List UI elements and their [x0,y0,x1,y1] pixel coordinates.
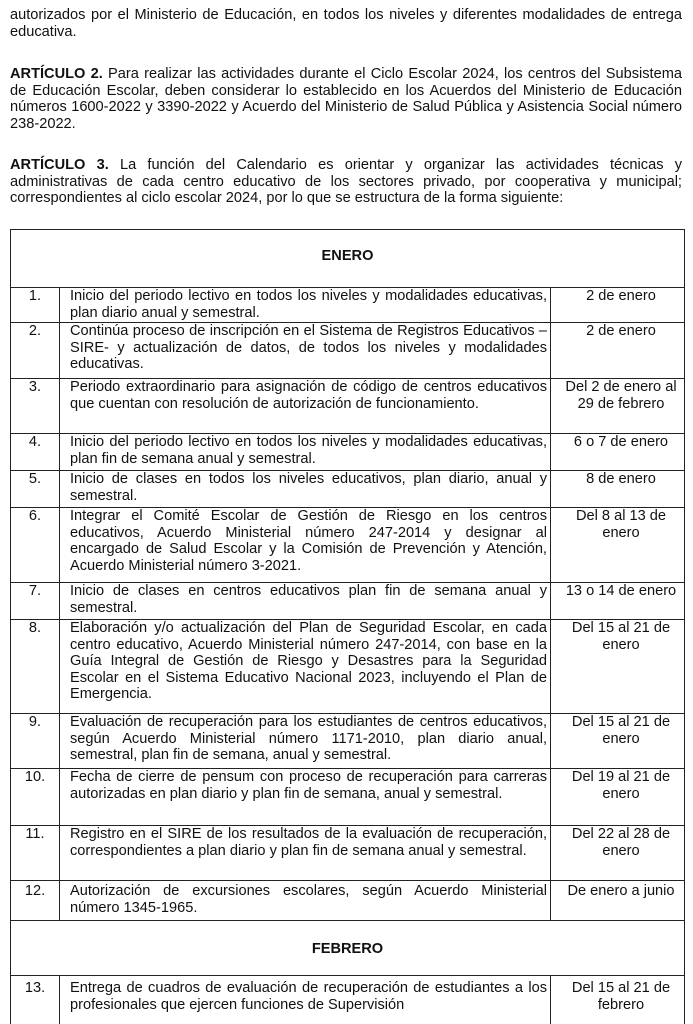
articulo-2-text: Para realizar las actividades durante el Ciclo Escolar 2024, los centros del Subsistema de Educación Escolar, deben considerar lo establecido en los Acuerdos del Ministerio de Educación números 1600-2022 y 3390-2022 y Acuerdo del Ministerio de Salud Pública y Asistencia Social número 238-2022. [10,66,682,132]
row-number: 6. [28,508,42,524]
articulo-3-heading: ARTÍCULO 3. [10,157,109,173]
row-date: 2 de enero [586,288,656,304]
column-divider [550,975,551,1024]
row-number: 5. [28,471,42,487]
row-description: Inicio de clases en centros educativos plan fin de semana anual y semestral. [70,583,547,616]
row-number: 2. [28,323,42,339]
row-description: Elaboración y/o actualización del Plan de Seguridad Escolar, en cada centro educativo, Acuerdo Ministerial número 247-2014, con base en la Guía Integral de Gestión de Riesgo y Desastres para la Seguridad Escolar en el Sistema Educativo Nacional 2023, incluyendo el Plan de Emergencia. [70,620,547,702]
row-description: Entrega de cuadros de evaluación de recuperación de estudiantes a los profesionales que ejercen funciones de Supervisión [70,980,547,1013]
row-date: Del 19 al 21 de enero [571,769,671,802]
calendar-table [10,229,685,1024]
row-date: 2 de enero [586,323,656,339]
articulo-2-heading: ARTÍCULO 2. [10,66,103,82]
row-number: 4. [28,434,42,450]
row-number: 1. [28,288,42,304]
articulo-3-paragraph [10,157,682,207]
row-date: Del 2 de enero al 29 de febrero [565,379,677,412]
articulo-2-paragraph [10,66,682,132]
row-date: 8 de enero [586,471,656,487]
row-description: Autorización de excursiones escolares, según Acuerdo Ministerial número 1345-1965. [70,883,547,916]
articulo-3-text: La función del Calendario es orientar y organizar las actividades técnicas y administrativas de cada centro educativo de los sectores privado, por cooperativa y municipal; correspondientes al ciclo escolar 2024, por lo que se estructura de la forma siguiente: [10,157,682,206]
row-divider [11,975,684,976]
row-date: Del 22 al 28 de enero [571,826,671,859]
intro-text: autorizados por el Ministerio de Educación, en todos los niveles y diferentes modalidades de entrega educativa. [10,7,682,40]
row-description: Integrar el Comité Escolar de Gestión de Riesgo en los centros educativos, Acuerdo Ministerial número 247-2014 y designar al encargado de Salud Escolar y la Comisión de Prevención y Atención, Acuerdo Ministerial número 3-2021. [70,508,547,574]
row-description: Continúa proceso de inscripción en el Sistema de Registros Educativos –SIRE- y actualización de datos, de todos los niveles y modalidades educativas. [70,323,547,372]
row-date: Del 15 al 21 de enero [571,620,671,653]
row-description: Inicio del periodo lectivo en todos los niveles y modalidades educativas, plan diario anual y semestral. [70,288,547,321]
month-heading-febrero: FEBRERO [311,941,384,957]
row-number: 11. [25,826,45,842]
row-number: 12. [24,883,46,899]
row-date: 6 o 7 de enero [573,434,669,450]
row-date: Del 8 al 13 de enero [575,508,667,541]
row-divider [11,920,684,921]
intro-paragraph [10,7,682,40]
row-description: Registro en el SIRE de los resultados de la evaluación de recuperación, correspondientes a plan diario y plan fin de semana anual y semestral. [70,826,547,859]
row-number: 7. [28,583,42,599]
row-description: Periodo extraordinario para asignación de código de centros educativos que cuentan con resolución de autorización de funcionamiento. [70,379,547,412]
row-date: 13 o 14 de enero [565,583,677,599]
row-description: Inicio de clases en todos los niveles educativos, plan diario, anual y semestral. [70,471,547,504]
column-divider [59,975,60,1024]
row-date: Del 15 al 21 de febrero [571,980,671,1013]
row-divider [11,880,684,881]
row-number: 13. [24,980,46,996]
row-number: 8. [28,620,42,636]
row-description: Inicio del periodo lectivo en todos los niveles y modalidades educativas, plan fin de semana anual y semestral. [70,434,547,467]
month-heading-enero: ENERO [321,248,374,264]
row-date: Del 15 al 21 de enero [571,714,671,747]
row-description: Evaluación de recuperación para los estudiantes de centros educativos, según Acuerdo Ministerial número 1171-2010, plan diario anual, semestral, plan fin de semana, anual y semestral. [70,714,547,763]
row-number: 3. [28,379,42,395]
row-description: Fecha de cierre de pensum con proceso de recuperación para carreras autorizadas en plan diario y plan fin de semana, anual y semestral. [70,769,547,802]
row-number: 9. [28,714,42,730]
row-date: De enero a junio [567,883,675,899]
row-number: 10. [24,769,46,785]
